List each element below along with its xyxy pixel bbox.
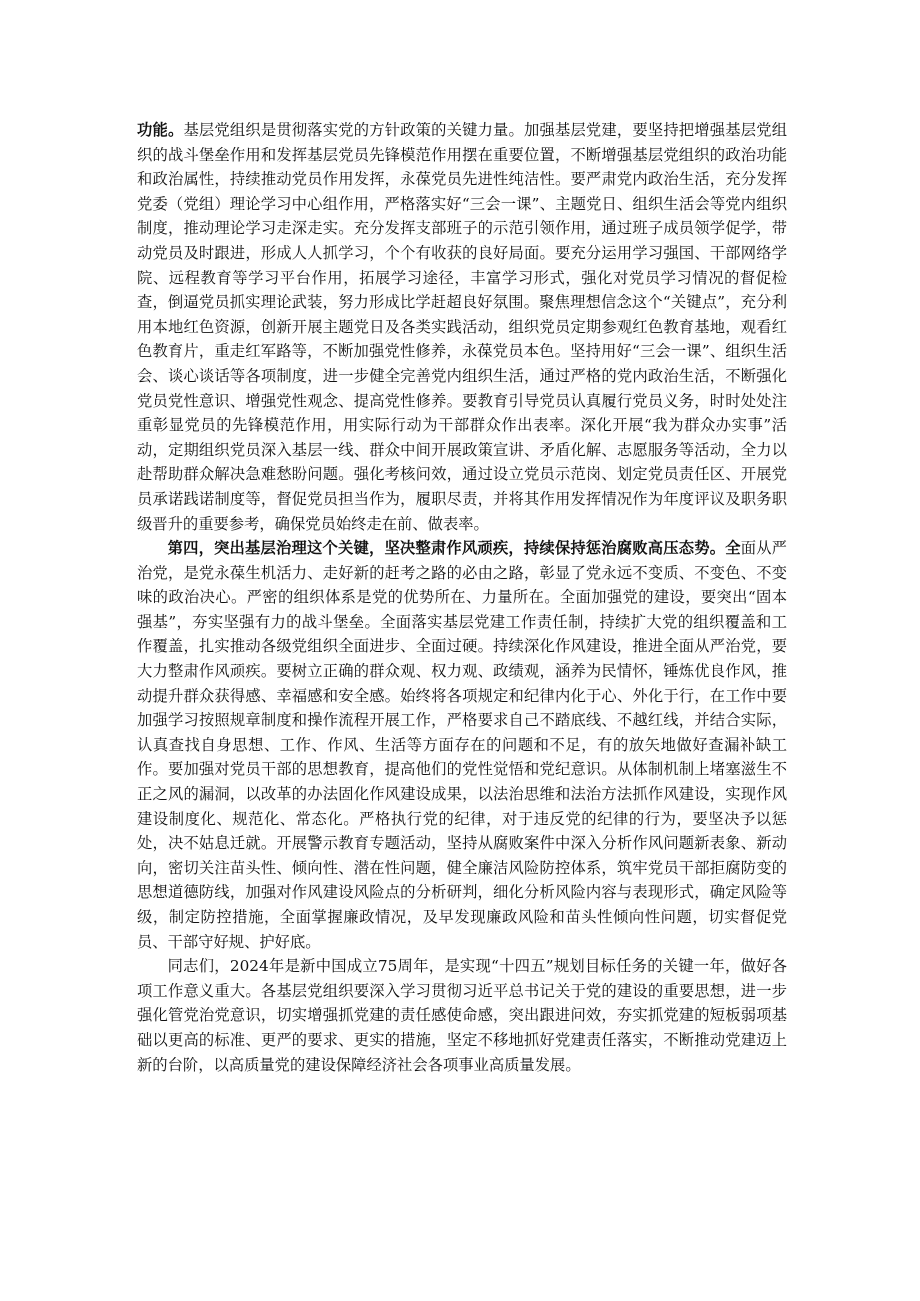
document-body — [137, 118, 787, 1077]
paragraph-lead-bold: 功能。 — [137, 121, 184, 139]
section-four-heading: 第四，突出基层治理这个关键，坚决整肃作风顽疾，持续保持惩治腐败高压态势。全 — [167, 539, 741, 558]
paragraph-text: 基层党组织是贯彻落实党的方针政策的关键力量。加强基层党建，要坚持把增强基层党组织的战斗堡垒作用和发挥基层党员先锋模范作用摆在重要位置，不断增强基层党组织的政治功能和政治属性，持续推动党员作用发挥，永葆党员先进性纯洁性。要严肃党内政治生活，充分发挥党委（党组）理论学习中心组作用，严格落实好“三会一课”、主题党日、组织生活会等党内组织制度，推动理论学习走深走实。充分发挥支部班子的示范引领作用，通过班子成员领学促学，带动党员及时跟进，形成人人抓学习，个个有收获的良好局面。要充分运用学习强国、干部网络学院、远程教育等学习平台作用，拓展学习途径，丰富学习形式，强化对党员学习情况的督促检查，倒逼党员抓实理论武装，努力形成比学赶超良好氛围。聚焦理想信念这个“关键点”，充分利用本地红色资源，创新开展主题党日及各类实践活动，组织党员定期参观红色教育基地，观看红色教育片，重走红军路等，不断加强党性修养，永葆党员本色。坚持用好“三会一课”、组织生活会、谈心谈话等各项制度，进一步健全完善党内组织生活，通过严格的党内政治生活，不断强化党员党性意识、增强党性观念、提高党性修养。要教育引导党员认真履行党员义务，时时处处注重彰显党员的先锋模范作用，用实际行动为干部群众作出表率。深化开展“我为群众办实事”活动，定期组织党员深入基层一线、群众中间开展政策宣讲、矛盾化解、志愿服务等活动，全力以赴帮助群众解决急难愁盼问题。强化考核问效，通过设立党员示范岗、划定党员责任区、开展党员承诺践诺制度等，督促党员担当作为，履职尽责，并将其作用发挥情况作为年度评议及职务职级晋升的重要参考，确保党员始终走在前、做表率。 — [137, 121, 787, 533]
paragraph-section-four — [137, 536, 787, 954]
paragraph-closing — [137, 954, 787, 1077]
paragraph-party-function — [137, 118, 787, 536]
paragraph-text: 面从严治党，是党永葆生机活力、走好新的赶考之路的必由之路，彰显了党永远不变质、不变色、不变味的政治决心。严密的组织体系是党的优势所在、力量所在。全面加强党的建设，要突出“固本强基”，夯实坚强有力的战斗堡垒。全面落实基层党建工作责任制，持续扩大党的组织覆盖和工作覆盖，扎实推动各级党组织全面进步、全面过硬。持续深化作风建设，推进全面从严治党，要大力整肃作风顽疾。要树立正确的群众观、权力观、政绩观，涵养为民情怀，锤炼优良作风，推动提升群众获得感、幸福感和安全感。始终将各项规定和纪律内化于心、外化于行，在工作中要加强学习按照规章制度和操作流程开展工作，严格要求自己不踏底线、不越红线，并结合实际，认真查找自身思想、工作、作风、生活等方面存在的问题和不足，有的放矢地做好查漏补缺工作。要加强对党员干部的思想教育，提高他们的党性觉悟和党纪意识。从体制机制上堵塞滋生不正之风的漏洞，以改革的办法固化作风建设成果，以法治思维和法治方法抓作风建设，实现作风建设制度化、规范化、常态化。严格执行党的纪律，对于违反党的纪律的行为，要坚决予以惩处，决不姑息迁就。开展警示教育专题活动，坚持从腐败案件中深入分析作风问题新表象、新动向，密切关注苗头性、倾向性、潜在性问题，健全廉洁风险防控体系，筑牢党员干部拒腐防变的思想道德防线，加强对作风建设风险点的分析研判，细化分析风险内容与表现形式，确定风险等级，制定防控措施，全面掌握廉政情况，及早发现廉政风险和苗头性倾向性问题，切实督促党员、干部守好规、护好底。 — [137, 539, 787, 951]
paragraph-text: 同志们，2024年是新中国成立75周年，是实现“十四五”规划目标任务的关键一年，做好各项工作意义重大。各基层党组织要深入学习贯彻习近平总书记关于党的建设的重要思想，进一步强化管党治党意识，切实增强抓党建的责任感使命感，突出跟进问效，夯实抓党建的短板弱项基础以更高的标准、更严的要求、更实的措施，坚定不移地抓好党建责任落实，不断推动党建迈上新的台阶，以高质量党的建设保障经济社会各项事业高质量发展。 — [137, 957, 787, 1074]
